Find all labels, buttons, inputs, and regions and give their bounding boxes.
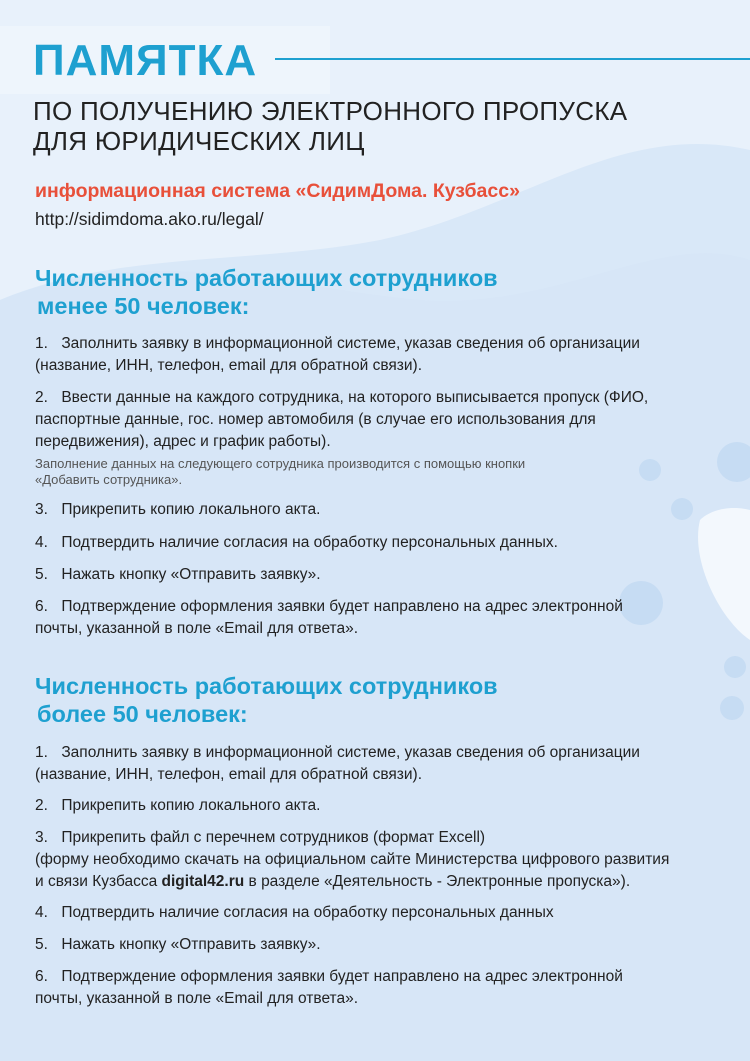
item-number: 2. bbox=[35, 389, 48, 406]
section-1-note bbox=[35, 456, 695, 488]
section-1-item-1 bbox=[35, 333, 725, 377]
item-number: 6. bbox=[35, 598, 48, 615]
item-text: Прикрепить файл с перечнем сотрудников (формат Excell) bbox=[61, 829, 486, 846]
item-number: 4. bbox=[35, 534, 48, 551]
item-text-cont: передвижения), адрес и график работы). bbox=[35, 433, 331, 450]
section-2-item-1 bbox=[35, 742, 725, 786]
section-1-item-4 bbox=[35, 532, 725, 554]
item-text-cont: (название, ИНН, телефон, email для обратной связи). bbox=[35, 766, 423, 783]
item-number: 3. bbox=[35, 501, 48, 518]
item-text: Заполнить заявку в информационной системе, указав сведения об организации bbox=[61, 744, 640, 761]
item-text-cont: паспортные данные, гос. номер автомобиля (в случае его использования для bbox=[35, 411, 596, 428]
section-2-item-2 bbox=[35, 795, 725, 817]
item-text: Заполнить заявку в информационной системе, указав сведения об организации bbox=[61, 335, 640, 352]
item-number: 3. bbox=[35, 829, 48, 846]
item-number: 5. bbox=[35, 936, 48, 953]
digital42-link[interactable]: digital42.ru bbox=[161, 873, 245, 890]
subtitle bbox=[33, 96, 627, 156]
section-2-item-5 bbox=[35, 934, 725, 956]
section-1-heading-line-1: Численность работающих сотрудников bbox=[35, 265, 498, 291]
item-number: 4. bbox=[35, 904, 48, 921]
item-number: 2. bbox=[35, 797, 48, 814]
item-text: Подтверждение оформления заявки будет направлено на адрес электронной bbox=[61, 598, 623, 615]
item-text: Нажать кнопку «Отправить заявку». bbox=[61, 936, 321, 953]
item-text: Подтвердить наличие согласия на обработку персональных данных bbox=[61, 904, 554, 921]
section-2-item-3 bbox=[35, 827, 725, 893]
item-text: Подтвердить наличие согласия на обработку персональных данных. bbox=[61, 534, 558, 551]
section-1-item-6 bbox=[35, 596, 725, 640]
item-text: Прикрепить копию локального акта. bbox=[61, 797, 321, 814]
section-2-heading-line-2: более 50 человек: bbox=[37, 701, 248, 727]
item-text-cont: и связи Кузбасса bbox=[35, 873, 162, 890]
item-text: Ввести данные на каждого сотрудника, на которого выписывается пропуск (ФИО, bbox=[61, 389, 649, 406]
section-2-item-6 bbox=[35, 966, 725, 1010]
item-number: 1. bbox=[35, 744, 48, 761]
item-text: Нажать кнопку «Отправить заявку». bbox=[61, 566, 321, 583]
item-text-cont: (название, ИНН, телефон, email для обратной связи). bbox=[35, 357, 423, 374]
item-text-cont: в разделе «Деятельность - Электронные пропуска»). bbox=[244, 873, 631, 890]
subtitle-line-1: ПО ПОЛУЧЕНИЮ ЭЛЕКТРОННОГО ПРОПУСКА bbox=[33, 96, 628, 126]
note-line-1: Заполнение данных на следующего сотрудника производится с помощью кнопки bbox=[35, 456, 526, 471]
system-name: информационная система «СидимДома. Кузбасс» bbox=[35, 180, 520, 202]
section-1-item-5 bbox=[35, 564, 725, 586]
item-number: 5. bbox=[35, 566, 48, 583]
page-title: ПАМЯТКА bbox=[33, 36, 258, 85]
section-1-item-3 bbox=[35, 499, 725, 521]
section-1-heading-line-2: менее 50 человек: bbox=[37, 293, 250, 319]
item-text-cont: (форму необходимо скачать на официальном сайте Министерства цифрового развития bbox=[35, 851, 670, 868]
system-url[interactable]: http://sidimdoma.ako.ru/legal/ bbox=[35, 209, 264, 229]
item-text: Подтверждение оформления заявки будет направлено на адрес электронной bbox=[61, 968, 623, 985]
section-2-heading bbox=[35, 672, 498, 728]
subtitle-line-2: ДЛЯ ЮРИДИЧЕСКИХ ЛИЦ bbox=[33, 126, 365, 156]
item-text: Прикрепить копию локального акта. bbox=[61, 501, 321, 518]
section-1-item-2 bbox=[35, 387, 725, 453]
title-divider bbox=[275, 58, 750, 60]
item-text-cont: почты, указанной в поле «Email для ответа». bbox=[35, 990, 359, 1007]
section-1-heading bbox=[35, 264, 498, 320]
item-number: 1. bbox=[35, 335, 48, 352]
section-2-item-4 bbox=[35, 902, 725, 924]
item-text-cont: почты, указанной в поле «Email для ответа». bbox=[35, 620, 359, 637]
item-number: 6. bbox=[35, 968, 48, 985]
section-2-heading-line-1: Численность работающих сотрудников bbox=[35, 673, 498, 699]
note-line-2: «Добавить сотрудника». bbox=[35, 472, 183, 487]
